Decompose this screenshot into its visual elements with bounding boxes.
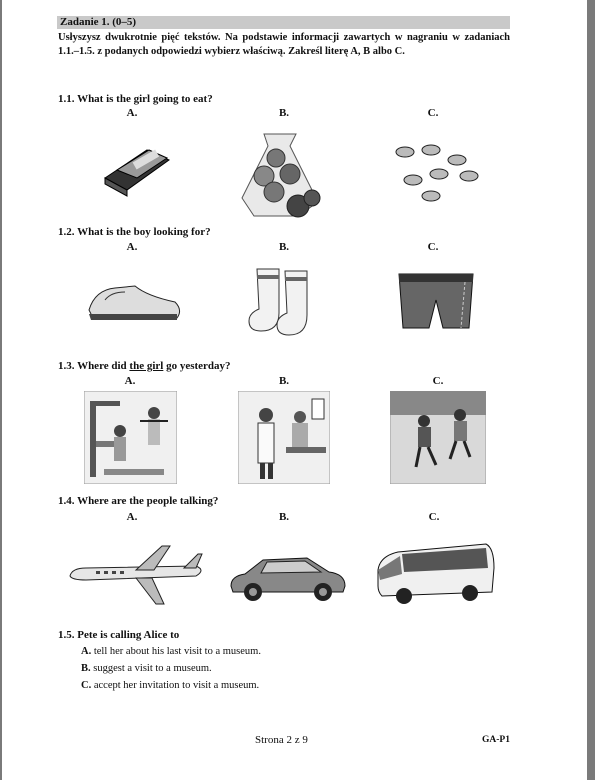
answer-letter: B. (81, 663, 91, 674)
shorts-icon[interactable] (395, 270, 477, 332)
question-1-2 (58, 226, 211, 238)
answer-option-c[interactable] (81, 680, 259, 691)
question-number: 1.1. (58, 93, 75, 105)
question-text: Pete is calling Alice to (77, 629, 180, 641)
question-number: 1.3. (58, 360, 75, 372)
question-text: What is the girl going to eat? (77, 93, 213, 105)
option-b-letter[interactable]: B. (278, 107, 290, 119)
ice-rink-icon[interactable] (390, 391, 486, 484)
option-c-letter[interactable]: C. (428, 511, 440, 523)
socks-icon[interactable] (247, 265, 327, 340)
question-text: go yesterday? (163, 360, 231, 372)
page-number: Strona 2 z 9 (255, 734, 308, 746)
doctor-icon[interactable] (238, 391, 330, 484)
option-b-letter[interactable]: B. (278, 241, 290, 253)
exam-page (2, 0, 587, 780)
wrapped-sweets-icon[interactable] (387, 138, 487, 208)
bag-of-nuts-icon[interactable] (234, 124, 332, 219)
option-a-letter[interactable]: A. (126, 241, 138, 253)
question-text: What is the boy looking for? (77, 226, 211, 238)
answer-text: suggest a visit to a museum. (93, 663, 212, 674)
option-a-letter[interactable]: A. (126, 511, 138, 523)
trainers-icon[interactable] (85, 270, 185, 330)
car-icon[interactable] (227, 552, 349, 604)
task-header: Zadanie 1. (0–5) (57, 16, 510, 29)
question-number: 1.2. (58, 226, 75, 238)
option-a-letter[interactable]: A. (124, 375, 136, 387)
option-c-letter[interactable]: C. (427, 241, 439, 253)
question-number: 1.5. (58, 629, 75, 641)
airplane-icon[interactable] (66, 540, 208, 608)
question-1-4 (58, 495, 218, 507)
question-text: Where are the people talking? (77, 495, 219, 507)
question-1-5 (58, 629, 179, 641)
question-number: 1.4. (58, 495, 75, 507)
question-text-underlined: the girl (129, 360, 164, 372)
exam-code: GA-P1 (482, 735, 510, 745)
option-b-letter[interactable]: B. (278, 375, 290, 387)
option-c-letter[interactable]: C. (427, 107, 439, 119)
answer-text: accept her invitation to visit a museum. (93, 680, 260, 691)
option-c-letter[interactable]: C. (432, 375, 444, 387)
question-1-1 (58, 93, 213, 105)
option-b-letter[interactable]: B. (278, 511, 290, 523)
answer-option-a[interactable] (81, 646, 261, 657)
option-a-letter[interactable]: A. (126, 107, 138, 119)
question-text: Where did (77, 360, 130, 372)
question-1-3 (58, 360, 231, 372)
answer-text: tell her about his last visit to a museum. (93, 646, 261, 657)
chocolate-bar-icon[interactable] (97, 138, 177, 198)
task-instructions: Usłyszysz dwukrotnie pięć tekstów. Na podstawie informacji zawartych w nagraniu w zadaniach 1.1.–1.5. z podanych odpowiedzi wybierz właściwą. Zakreśl literę A, B albo C. (58, 32, 510, 57)
answer-option-b[interactable] (81, 663, 212, 674)
coach-bus-icon[interactable] (374, 540, 498, 608)
answer-letter: A. (81, 646, 92, 657)
answer-letter: C. (81, 680, 92, 691)
gym-icon[interactable] (84, 391, 177, 484)
